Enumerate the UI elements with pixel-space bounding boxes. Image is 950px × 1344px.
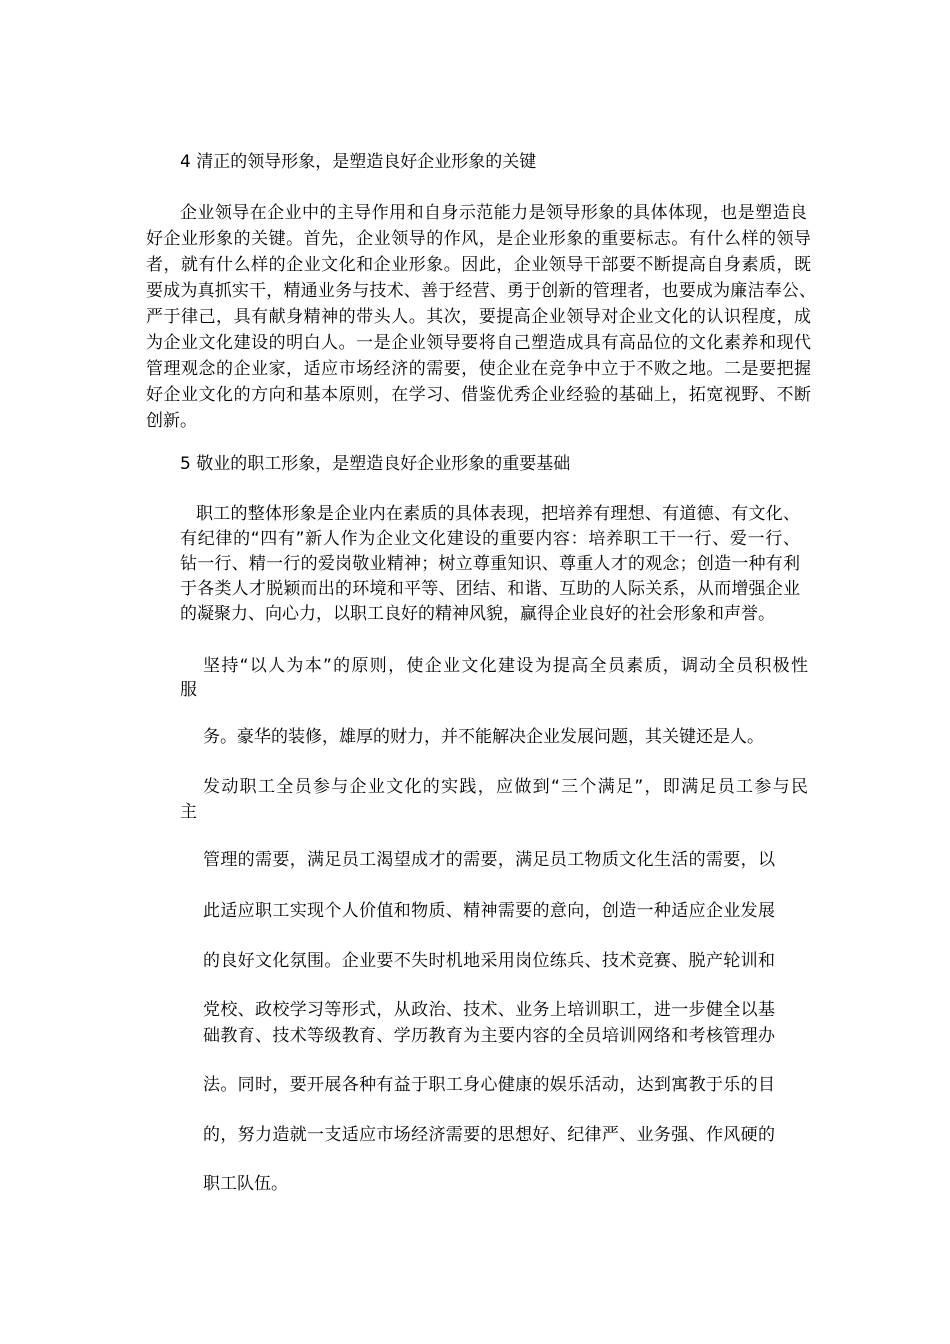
paragraph-line: 服 [180,680,197,700]
paragraph-line: 坚持“以人为本”的原则，使企业文化建设为提高全员素质，调动全员积极性 [203,656,808,676]
paragraph-line: 创新。 [146,411,197,431]
paragraph-line: 钻一行、精一行的爱岗敬业精神；树立尊重知识、尊重人才的观念；创造一种有利 [180,554,800,574]
paragraph-line: 党校、政校学习等形式，从政治、技术、业务上培训职工，进一步健全以基 [203,1000,775,1020]
paragraph-line: 职工队伍。 [203,1174,288,1194]
paragraph-line: 此适应职工实现个人价值和物质、精神需要的意向，创造一种适应企业发展 [203,901,775,921]
paragraph-line: 的良好文化氛围。企业要不失时机地采用岗位练兵、技术竞赛、脱产轮训和 [203,951,775,971]
paragraph-line: 企业领导在企业中的主导作用和自身示范能力是领导形象的具体体现，也是塑造良 [180,203,807,223]
paragraph-line: 好企业形象的关键。首先，企业领导的作风，是企业形象的重要标志。有什么样的领导 [146,229,811,249]
paragraph-line: 的，努力造就一支适应市场经济需要的思想好、纪律严、业务强、作风硬的 [203,1125,775,1145]
paragraph-line: 要成为真抓实干，精通业务与技术、善于经营、勇于创新的管理者，也要成为廉洁奉公、 [146,281,816,301]
paragraph-line: 者，就有什么样的企业文化和企业形象。因此，企业领导干部要不断提高自身素质，既 [146,255,811,275]
paragraph-line: 主 [180,802,197,822]
paragraph-line: 有纪律的“四有”新人作为企业文化建设的重要内容：培养职工干一行、爱一行、 [180,529,800,549]
paragraph-line: 础教育、技术等级教育、学历教育为主要内容的全员培训网络和考核管理办 [203,1026,775,1046]
paragraph-line: 管理的需要，满足员工渴望成才的需要，满足员工物质文化生活的需要，以 [203,850,775,870]
paragraph-line: 法。同时，要开展各种有益于职工身心健康的娱乐活动，达到寓教于乐的目 [203,1075,775,1095]
paragraph-line: 好企业文化的方向和基本原则，在学习、借鉴优秀企业经验的基础上，拓宽视野、不断 [146,385,811,405]
paragraph-line: 管理观念的企业家，适应市场经济的需要，使企业在竞争中立于不败之地。二是要把握 [146,359,811,379]
paragraph-line: 的凝聚力、向心力，以职工良好的精神风貌，赢得企业良好的社会形象和声誉。 [180,604,775,624]
paragraph-line: 严于律己，具有献身精神的带头人。其次，要提高企业领导对企业文化的认识程度，成 [146,307,811,327]
paragraph-line: 职工的整体形象是企业内在素质的具体表现，把培养有理想、有道德、有文化、 [196,504,800,524]
paragraph-line: 为企业文化建设的明白人。一是企业领导要将自己塑造成具有高品位的文化素养和现代 [146,333,811,353]
paragraph-line: 于各类人才脱颖而出的环境和平等、团结、和谐、互助的人际关系，从而增强企业 [180,579,800,599]
section-heading: 4 清正的领导形象，是塑造良好企业形象的关键 [180,152,537,172]
paragraph-line: 发动职工全员参与企业文化的实践，应做到“三个满足”，即满足员工参与民 [203,777,808,797]
paragraph-line: 务。豪华的装修，雄厚的财力，并不能解决企业发展问题，其关键还是人。 [203,727,764,747]
section-heading: 5 敬业的职工形象，是塑造良好企业形象的重要基础 [180,454,571,474]
